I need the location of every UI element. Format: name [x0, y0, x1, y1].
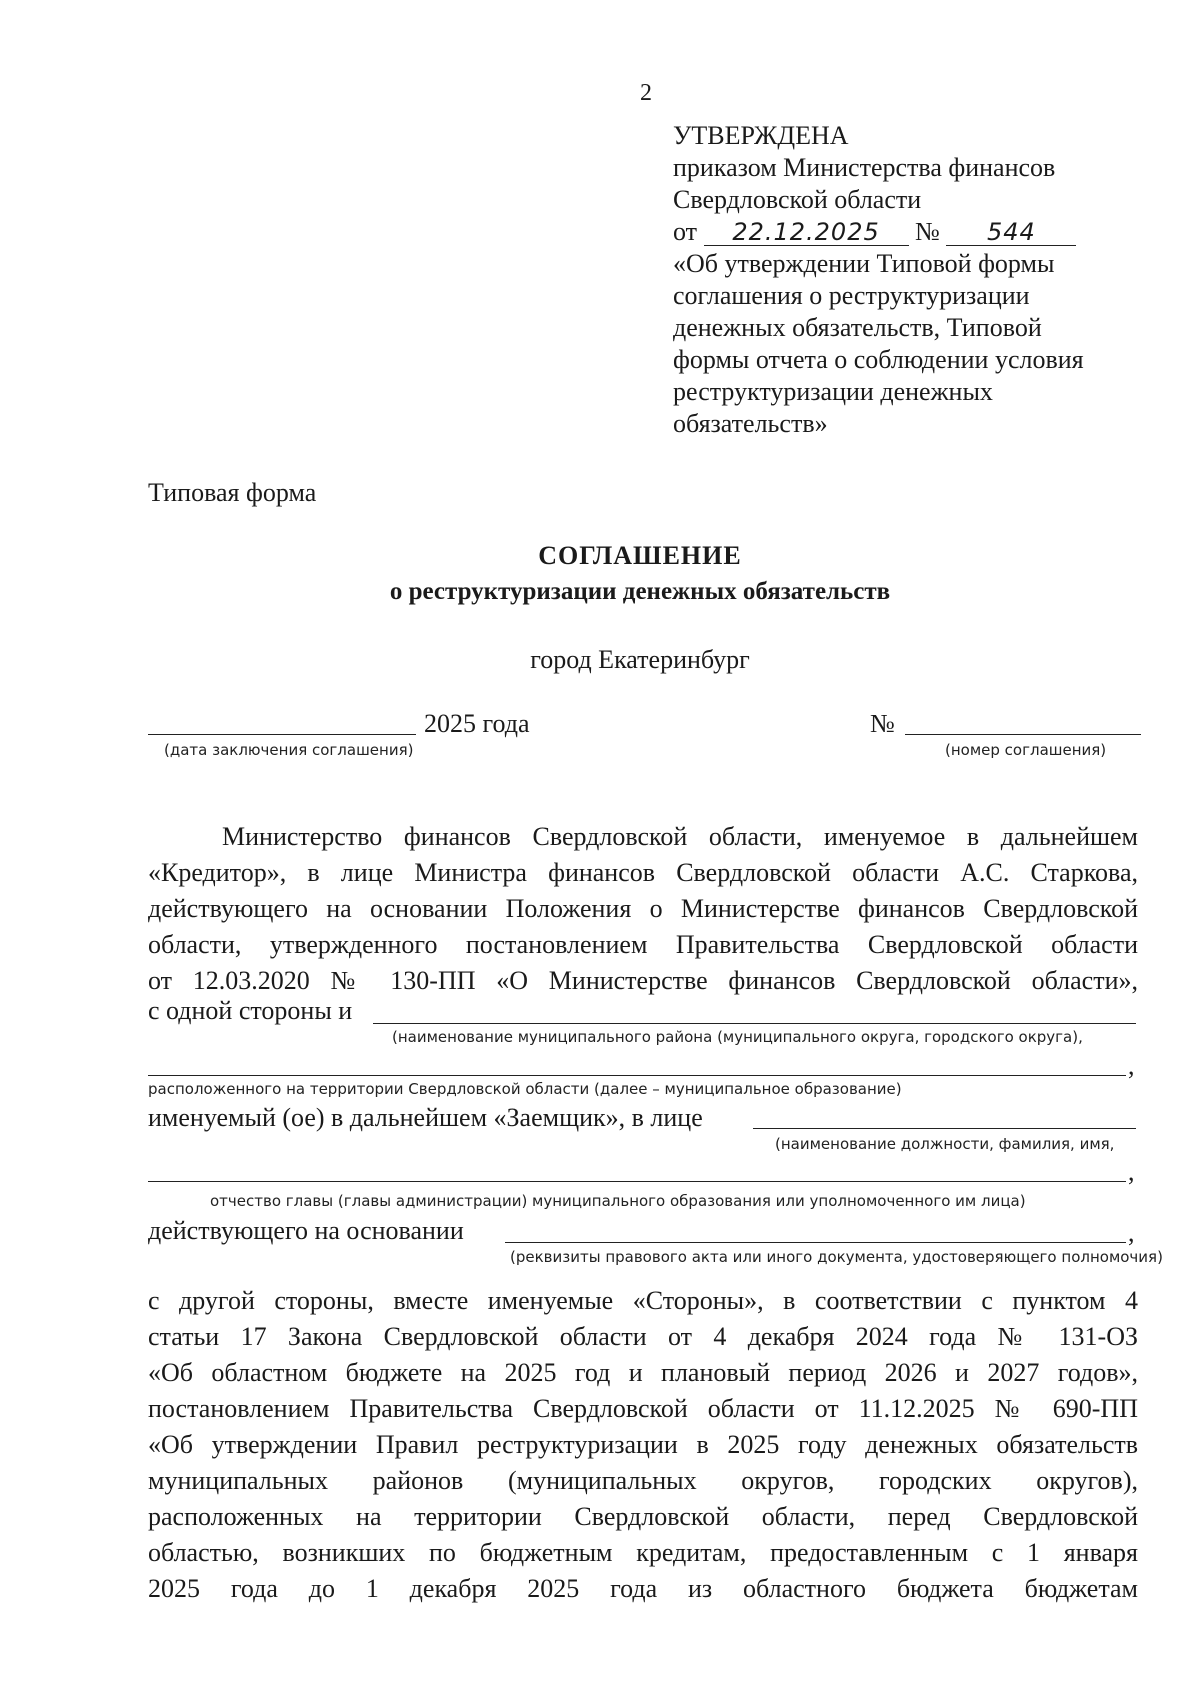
paragraph2-line-3: «Об областном бюджете на 2025 год и плановый период 2026 и 2027 годов», [148, 1358, 1138, 1387]
form-type-label: Типовая форма [148, 478, 317, 507]
year-text: 2025 года [424, 709, 530, 738]
patronymic-caption: отчество главы (главы администрации) муниципального образования или уполномоченного им лица) [210, 1192, 1026, 1210]
date-caption: (дата заключения соглашения) [164, 741, 414, 759]
number-sign: № [870, 709, 895, 738]
approval-desc-line-1: «Об утверждении Типовой формы [673, 249, 1055, 278]
approval-line-2: Свердловской области [673, 185, 922, 214]
paragraph2-line-2: статьи 17 Закона Свердловской области от 4 декабря 2024 года № 131-ОЗ [148, 1322, 1138, 1351]
handwritten-date: 22.12.2025 [704, 219, 909, 246]
number-caption: (номер соглашения) [945, 741, 1107, 759]
paragraph2-line-6: муниципальных районов (муниципальных округов, городских округов), [148, 1466, 1138, 1495]
patronymic-blank-line [148, 1181, 1126, 1182]
comma-2: , [1128, 1157, 1135, 1186]
legal-act-blank-line [505, 1242, 1126, 1243]
approval-desc-line-6: обязательств» [673, 409, 828, 438]
paragraph2-line-8: областью, возникших по бюджетным кредитам, предоставленным с 1 января [148, 1538, 1138, 1567]
city-label: город Екатеринбург [530, 645, 750, 674]
paragraph1-line-2: «Кредитор», в лице Министра финансов Свердловской области А.С. Старкова, [148, 858, 1138, 887]
document-subtitle: о реструктуризации денежных обязательств [389, 578, 891, 605]
legal-act-caption: (реквизиты правового акта или иного документа, удостоверяющего полномочия) [510, 1248, 1163, 1266]
paragraph1-line-5: от 12.03.2020 № 130-ПП «О Министерстве финансов Свердловской области», [148, 966, 1138, 995]
paragraph2-line-4: постановлением Правительства Свердловской области от 11.12.2025 № 690-ПП [148, 1394, 1138, 1423]
date-prefix: от [673, 217, 698, 246]
position-caption: (наименование должности, фамилия, имя, [775, 1135, 1115, 1153]
approval-block [673, 120, 1143, 440]
borrower-text: именуемый (ое) в дальнейшем «Заемщик», в лице [148, 1103, 703, 1132]
paragraph1-line-4: области, утвержденного постановлением Правительства Свердловской области [148, 930, 1138, 959]
municipality-caption: (наименование муниципального района (муниципального округа, городского округа), [392, 1028, 1083, 1046]
approval-desc-line-4: формы отчета о соблюдении условия [673, 345, 1084, 374]
comma-3: , [1128, 1218, 1135, 1247]
acting-basis-text: действующего на основании [148, 1216, 464, 1245]
number-prefix: № [915, 217, 940, 246]
comma-1: , [1128, 1051, 1135, 1080]
number-blank-line [905, 734, 1141, 735]
one-side-text: с одной стороны и [148, 996, 353, 1025]
approval-desc-line-2: соглашения о реструктуризации [673, 281, 1030, 310]
page-number: 2 [640, 80, 652, 106]
approval-line-1: приказом Министерства финансов [673, 153, 1056, 182]
paragraph1-line-1: Министерство финансов Свердловской области, именуемое в дальнейшем [222, 822, 1138, 851]
document-title: СОГЛАШЕНИЕ [538, 541, 742, 570]
handwritten-number: 544 [946, 219, 1076, 246]
approval-desc-line-3: денежных обязательств, Типовой [673, 313, 1042, 342]
position-blank-line [753, 1128, 1136, 1129]
paragraph2-line-1: с другой стороны, вместе именуемые «Стороны», в соответствии с пунктом 4 [148, 1286, 1138, 1315]
approval-desc-line-5: реструктуризации денежных [673, 377, 993, 406]
paragraph2-line-7: расположенных на территории Свердловской области, перед Свердловской [148, 1502, 1138, 1531]
date-blank-line [148, 734, 416, 735]
approval-heading: УТВЕРЖДЕНА [673, 121, 849, 150]
location-caption: расположенного на территории Свердловской области (далее – муниципальное образование) [148, 1080, 902, 1098]
paragraph1-line-3: действующего на основании Положения о Министерстве финансов Свердловской [148, 894, 1138, 923]
municipality-blank-line [373, 1023, 1136, 1024]
paragraph2-line-9: 2025 года до 1 декабря 2025 года из областного бюджета бюджетам [148, 1574, 1138, 1603]
municipality-blank-line-2 [148, 1075, 1126, 1076]
approval-date-row [673, 216, 1143, 248]
paragraph2-line-5: «Об утверждении Правил реструктуризации в 2025 году денежных обязательств [148, 1430, 1138, 1459]
